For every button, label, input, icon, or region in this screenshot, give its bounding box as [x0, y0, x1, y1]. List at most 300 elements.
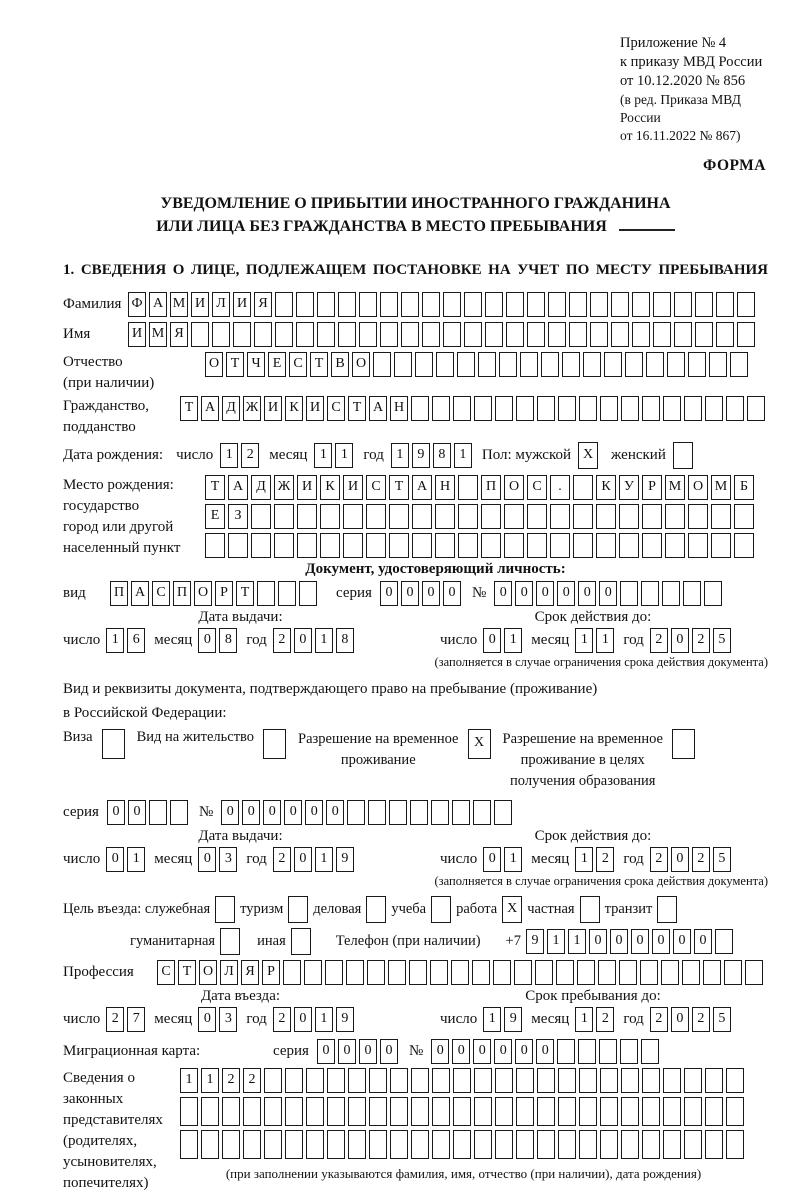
res-seriya-cell[interactable] — [170, 800, 188, 825]
birthplace-cell[interactable] — [320, 504, 340, 529]
name-cell[interactable] — [548, 322, 566, 347]
doc-seriya-cell[interactable]: 0 — [401, 581, 419, 606]
doc-number-cell[interactable] — [641, 581, 659, 606]
citizenship-cell[interactable]: Н — [390, 396, 408, 421]
profession-cell[interactable] — [367, 960, 385, 985]
citizenship-cell[interactable] — [642, 396, 660, 421]
profession-cell[interactable]: Р — [262, 960, 280, 985]
res-seriya-cell[interactable]: 0 — [107, 800, 125, 825]
doc-number-cell[interactable] — [620, 581, 638, 606]
citizenship-cell[interactable] — [579, 396, 597, 421]
legal-cell[interactable] — [579, 1130, 597, 1159]
doc-issue-year-cell[interactable]: 1 — [315, 628, 333, 653]
profession-cell[interactable]: О — [199, 960, 217, 985]
surname-cell[interactable]: М — [170, 292, 188, 317]
birthplace-cell[interactable] — [251, 533, 271, 558]
profession-cell[interactable] — [388, 960, 406, 985]
res-number-cell[interactable] — [368, 800, 386, 825]
birthplace-cell[interactable]: Б — [734, 475, 754, 500]
surname-cell[interactable] — [506, 292, 524, 317]
res-seriya-cell[interactable]: 0 — [128, 800, 146, 825]
birthplace-cell[interactable] — [573, 475, 593, 500]
birthplace-cell[interactable] — [481, 533, 501, 558]
res-seriya-cell[interactable] — [149, 800, 167, 825]
birthplace-cell[interactable] — [343, 504, 363, 529]
legal-cell[interactable] — [264, 1130, 282, 1159]
legal-cell[interactable] — [243, 1130, 261, 1159]
birthplace-cell[interactable] — [550, 504, 570, 529]
visa-box[interactable] — [102, 729, 125, 759]
legal-cell[interactable] — [684, 1097, 702, 1126]
purpose-tourism-box[interactable] — [288, 896, 308, 923]
legal-cell[interactable] — [600, 1130, 618, 1159]
mig-number-cell[interactable]: 0 — [536, 1039, 554, 1064]
name-cell[interactable] — [737, 322, 755, 347]
birthplace-cell[interactable]: Е — [205, 504, 225, 529]
citizenship-cell[interactable] — [516, 396, 534, 421]
stay-year-cell[interactable]: 0 — [671, 1007, 689, 1032]
patronymic-cell[interactable] — [373, 352, 391, 377]
name-cell[interactable] — [359, 322, 377, 347]
surname-cell[interactable] — [359, 292, 377, 317]
birthplace-cell[interactable] — [228, 533, 248, 558]
birthplace-cell[interactable] — [504, 504, 524, 529]
mig-number-cell[interactable]: 0 — [452, 1039, 470, 1064]
birthplace-cell[interactable] — [573, 533, 593, 558]
citizenship-cell[interactable]: И — [264, 396, 282, 421]
purpose-other-box[interactable] — [291, 928, 311, 955]
name-cell[interactable] — [653, 322, 671, 347]
legal-cell[interactable] — [390, 1130, 408, 1159]
legal-cell[interactable] — [327, 1068, 345, 1093]
citizenship-cell[interactable] — [432, 396, 450, 421]
entry-year-cell[interactable]: 2 — [273, 1007, 291, 1032]
doc-type-cell[interactable]: О — [194, 581, 212, 606]
legal-cell[interactable] — [642, 1068, 660, 1093]
legal-cell[interactable] — [642, 1130, 660, 1159]
phone-cell[interactable]: 0 — [673, 929, 691, 954]
entry-month-cell[interactable]: 3 — [219, 1007, 237, 1032]
mig-seriya-cell[interactable]: 0 — [338, 1039, 356, 1064]
purpose-transit-box[interactable] — [657, 896, 677, 923]
doc-type-cell[interactable] — [257, 581, 275, 606]
legal-cell[interactable] — [432, 1068, 450, 1093]
citizenship-cell[interactable] — [495, 396, 513, 421]
temp-residence-box[interactable]: X — [468, 729, 491, 759]
res-valid-year-cell[interactable]: 2 — [692, 847, 710, 872]
surname-cell[interactable] — [464, 292, 482, 317]
surname-cell[interactable] — [275, 292, 293, 317]
birthplace-cell[interactable] — [665, 504, 685, 529]
mig-number-cell[interactable]: 0 — [515, 1039, 533, 1064]
legal-cell[interactable]: 2 — [243, 1068, 261, 1093]
doc-number-cell[interactable] — [704, 581, 722, 606]
birthplace-cell[interactable]: С — [527, 475, 547, 500]
entry-year-cell[interactable]: 0 — [294, 1007, 312, 1032]
name-cell[interactable] — [485, 322, 503, 347]
res-number-cell[interactable]: 0 — [263, 800, 281, 825]
patronymic-cell[interactable] — [583, 352, 601, 377]
birthplace-cell[interactable] — [711, 533, 731, 558]
birthplace-cell[interactable]: А — [228, 475, 248, 500]
purpose-work-box[interactable]: X — [502, 896, 522, 923]
sex-female-box[interactable] — [673, 442, 693, 469]
birthplace-cell[interactable] — [619, 533, 639, 558]
patronymic-cell[interactable]: О — [205, 352, 223, 377]
birthplace-cell[interactable]: А — [412, 475, 432, 500]
profession-cell[interactable] — [346, 960, 364, 985]
entry-year-cell[interactable]: 9 — [336, 1007, 354, 1032]
birthplace-cell[interactable]: И — [343, 475, 363, 500]
name-cell[interactable] — [527, 322, 545, 347]
patronymic-cell[interactable] — [457, 352, 475, 377]
legal-cell[interactable] — [432, 1130, 450, 1159]
res-valid-day-cell[interactable]: 0 — [483, 847, 501, 872]
birth-day-cell[interactable]: 1 — [220, 443, 238, 468]
doc-issue-day-cell[interactable]: 6 — [127, 628, 145, 653]
profession-cell[interactable]: Я — [241, 960, 259, 985]
legal-cell[interactable] — [621, 1130, 639, 1159]
citizenship-cell[interactable] — [747, 396, 765, 421]
res-number-cell[interactable] — [452, 800, 470, 825]
citizenship-cell[interactable]: А — [369, 396, 387, 421]
profession-cell[interactable] — [430, 960, 448, 985]
birthplace-cell[interactable] — [389, 504, 409, 529]
legal-cell[interactable] — [495, 1097, 513, 1126]
citizenship-cell[interactable] — [537, 396, 555, 421]
legal-cell[interactable] — [369, 1130, 387, 1159]
name-cell[interactable] — [506, 322, 524, 347]
citizenship-cell[interactable] — [621, 396, 639, 421]
name-cell[interactable]: Я — [170, 322, 188, 347]
birthplace-cell[interactable]: Н — [435, 475, 455, 500]
doc-type-cell[interactable]: Т — [236, 581, 254, 606]
legal-cell[interactable] — [180, 1130, 198, 1159]
profession-cell[interactable] — [724, 960, 742, 985]
legal-cell[interactable] — [474, 1068, 492, 1093]
citizenship-cell[interactable]: И — [306, 396, 324, 421]
res-number-cell[interactable]: 0 — [284, 800, 302, 825]
citizenship-cell[interactable] — [558, 396, 576, 421]
legal-cell[interactable] — [369, 1097, 387, 1126]
surname-cell[interactable]: Я — [254, 292, 272, 317]
patronymic-cell[interactable] — [604, 352, 622, 377]
legal-cell[interactable] — [495, 1130, 513, 1159]
birthplace-cell[interactable] — [619, 504, 639, 529]
citizenship-cell[interactable] — [684, 396, 702, 421]
birthplace-cell[interactable] — [320, 533, 340, 558]
patronymic-cell[interactable] — [709, 352, 727, 377]
name-cell[interactable]: И — [128, 322, 146, 347]
surname-cell[interactable] — [527, 292, 545, 317]
birthplace-cell[interactable] — [205, 533, 225, 558]
doc-type-cell[interactable]: П — [173, 581, 191, 606]
profession-cell[interactable] — [472, 960, 490, 985]
citizenship-cell[interactable]: К — [285, 396, 303, 421]
phone-cell[interactable]: 0 — [589, 929, 607, 954]
res-number-cell[interactable]: 0 — [326, 800, 344, 825]
legal-cell[interactable] — [264, 1097, 282, 1126]
res-number-cell[interactable]: 0 — [305, 800, 323, 825]
legal-cell[interactable] — [474, 1097, 492, 1126]
doc-valid-year-cell[interactable]: 2 — [692, 628, 710, 653]
legal-cell[interactable]: 1 — [180, 1068, 198, 1093]
phone-cell[interactable]: 9 — [526, 929, 544, 954]
surname-cell[interactable] — [569, 292, 587, 317]
doc-type-cell[interactable] — [278, 581, 296, 606]
patronymic-cell[interactable] — [730, 352, 748, 377]
legal-cell[interactable] — [243, 1097, 261, 1126]
profession-cell[interactable] — [640, 960, 658, 985]
profession-cell[interactable]: Т — [178, 960, 196, 985]
phone-cell[interactable]: 0 — [694, 929, 712, 954]
legal-cell[interactable] — [348, 1130, 366, 1159]
mig-number-cell[interactable] — [599, 1039, 617, 1064]
surname-cell[interactable] — [695, 292, 713, 317]
birth-year-cell[interactable]: 1 — [391, 443, 409, 468]
doc-issue-day-cell[interactable]: 1 — [106, 628, 124, 653]
surname-cell[interactable] — [590, 292, 608, 317]
name-cell[interactable] — [674, 322, 692, 347]
doc-number-cell[interactable] — [683, 581, 701, 606]
profession-cell[interactable] — [745, 960, 763, 985]
patronymic-cell[interactable]: В — [331, 352, 349, 377]
res-number-cell[interactable] — [431, 800, 449, 825]
res-issue-month-cell[interactable]: 3 — [219, 847, 237, 872]
doc-number-cell[interactable] — [662, 581, 680, 606]
birthplace-cell[interactable] — [504, 533, 524, 558]
profession-cell[interactable] — [514, 960, 532, 985]
profession-cell[interactable] — [661, 960, 679, 985]
name-cell[interactable] — [275, 322, 293, 347]
doc-type-cell[interactable] — [299, 581, 317, 606]
birthplace-cell[interactable]: У — [619, 475, 639, 500]
birthplace-cell[interactable] — [527, 533, 547, 558]
phone-cell[interactable]: 0 — [652, 929, 670, 954]
birthplace-cell[interactable] — [458, 504, 478, 529]
legal-cell[interactable] — [558, 1097, 576, 1126]
birthplace-cell[interactable]: Р — [642, 475, 662, 500]
legal-cell[interactable] — [453, 1068, 471, 1093]
stay-year-cell[interactable]: 2 — [650, 1007, 668, 1032]
res-issue-month-cell[interactable]: 0 — [198, 847, 216, 872]
citizenship-cell[interactable] — [726, 396, 744, 421]
patronymic-cell[interactable]: О — [352, 352, 370, 377]
surname-cell[interactable] — [422, 292, 440, 317]
res-number-cell[interactable] — [410, 800, 428, 825]
purpose-study-box[interactable] — [431, 896, 451, 923]
birthplace-cell[interactable] — [412, 533, 432, 558]
name-cell[interactable] — [611, 322, 629, 347]
name-cell[interactable] — [380, 322, 398, 347]
patronymic-cell[interactable]: Ч — [247, 352, 265, 377]
profession-cell[interactable] — [556, 960, 574, 985]
legal-cell[interactable] — [516, 1130, 534, 1159]
surname-cell[interactable] — [653, 292, 671, 317]
purpose-humanitarian-box[interactable] — [220, 928, 240, 955]
doc-seriya-cell[interactable]: 0 — [380, 581, 398, 606]
stay-month-cell[interactable]: 2 — [596, 1007, 614, 1032]
legal-cell[interactable] — [558, 1130, 576, 1159]
profession-cell[interactable] — [493, 960, 511, 985]
citizenship-cell[interactable]: А — [201, 396, 219, 421]
name-cell[interactable] — [569, 322, 587, 347]
patronymic-cell[interactable] — [625, 352, 643, 377]
birthplace-cell[interactable] — [734, 533, 754, 558]
res-number-cell[interactable]: 0 — [242, 800, 260, 825]
sex-male-box[interactable]: X — [578, 442, 598, 469]
patronymic-cell[interactable]: Т — [310, 352, 328, 377]
patronymic-cell[interactable] — [499, 352, 517, 377]
birthplace-cell[interactable]: О — [504, 475, 524, 500]
patronymic-cell[interactable] — [667, 352, 685, 377]
legal-cell[interactable] — [537, 1130, 555, 1159]
entry-month-cell[interactable]: 0 — [198, 1007, 216, 1032]
res-issue-year-cell[interactable]: 9 — [336, 847, 354, 872]
profession-cell[interactable] — [325, 960, 343, 985]
birthplace-cell[interactable] — [642, 504, 662, 529]
residence-permit-box[interactable] — [263, 729, 286, 759]
doc-type-cell[interactable]: С — [152, 581, 170, 606]
phone-cell[interactable]: 1 — [568, 929, 586, 954]
legal-cell[interactable] — [201, 1130, 219, 1159]
legal-cell[interactable] — [726, 1130, 744, 1159]
name-cell[interactable] — [191, 322, 209, 347]
stay-day-cell[interactable]: 9 — [504, 1007, 522, 1032]
name-cell[interactable] — [695, 322, 713, 347]
doc-number-cell[interactable]: 0 — [494, 581, 512, 606]
legal-cell[interactable]: 1 — [201, 1068, 219, 1093]
patronymic-cell[interactable] — [646, 352, 664, 377]
legal-cell[interactable] — [705, 1068, 723, 1093]
name-cell[interactable] — [590, 322, 608, 347]
mig-number-cell[interactable]: 0 — [473, 1039, 491, 1064]
patronymic-cell[interactable]: Т — [226, 352, 244, 377]
name-cell[interactable] — [422, 322, 440, 347]
doc-valid-year-cell[interactable]: 5 — [713, 628, 731, 653]
surname-cell[interactable]: Л — [212, 292, 230, 317]
res-issue-year-cell[interactable]: 0 — [294, 847, 312, 872]
birth-year-cell[interactable]: 1 — [454, 443, 472, 468]
profession-cell[interactable] — [703, 960, 721, 985]
legal-cell[interactable] — [621, 1068, 639, 1093]
birthplace-cell[interactable] — [642, 533, 662, 558]
citizenship-cell[interactable] — [453, 396, 471, 421]
birth-day-cell[interactable]: 2 — [241, 443, 259, 468]
legal-cell[interactable] — [327, 1097, 345, 1126]
res-issue-day-cell[interactable]: 1 — [127, 847, 145, 872]
surname-cell[interactable] — [485, 292, 503, 317]
patronymic-cell[interactable] — [394, 352, 412, 377]
legal-cell[interactable]: 2 — [222, 1068, 240, 1093]
legal-cell[interactable] — [684, 1130, 702, 1159]
birth-year-cell[interactable]: 9 — [412, 443, 430, 468]
surname-cell[interactable] — [317, 292, 335, 317]
birth-month-cell[interactable]: 1 — [314, 443, 332, 468]
phone-cell[interactable]: 0 — [610, 929, 628, 954]
res-valid-day-cell[interactable]: 1 — [504, 847, 522, 872]
citizenship-cell[interactable]: Т — [348, 396, 366, 421]
birthplace-cell[interactable] — [688, 533, 708, 558]
patronymic-cell[interactable] — [478, 352, 496, 377]
phone-cell[interactable]: 0 — [631, 929, 649, 954]
birthplace-cell[interactable] — [527, 504, 547, 529]
mig-number-cell[interactable]: 0 — [494, 1039, 512, 1064]
doc-issue-month-cell[interactable]: 8 — [219, 628, 237, 653]
birthplace-cell[interactable] — [550, 533, 570, 558]
legal-cell[interactable] — [285, 1068, 303, 1093]
profession-cell[interactable] — [451, 960, 469, 985]
legal-cell[interactable] — [579, 1097, 597, 1126]
surname-cell[interactable] — [380, 292, 398, 317]
stay-year-cell[interactable]: 5 — [713, 1007, 731, 1032]
res-valid-month-cell[interactable]: 2 — [596, 847, 614, 872]
surname-cell[interactable] — [338, 292, 356, 317]
res-number-cell[interactable]: 0 — [221, 800, 239, 825]
profession-cell[interactable] — [619, 960, 637, 985]
birthplace-cell[interactable]: К — [320, 475, 340, 500]
birthplace-cell[interactable] — [366, 504, 386, 529]
res-issue-year-cell[interactable]: 2 — [273, 847, 291, 872]
surname-cell[interactable] — [674, 292, 692, 317]
surname-cell[interactable] — [611, 292, 629, 317]
legal-cell[interactable] — [726, 1097, 744, 1126]
purpose-private-box[interactable] — [580, 896, 600, 923]
legal-cell[interactable] — [516, 1097, 534, 1126]
birthplace-cell[interactable] — [366, 533, 386, 558]
legal-cell[interactable] — [642, 1097, 660, 1126]
res-issue-day-cell[interactable]: 0 — [106, 847, 124, 872]
name-cell[interactable] — [464, 322, 482, 347]
legal-cell[interactable] — [201, 1097, 219, 1126]
mig-number-cell[interactable] — [641, 1039, 659, 1064]
surname-cell[interactable] — [632, 292, 650, 317]
patronymic-cell[interactable] — [415, 352, 433, 377]
res-number-cell[interactable] — [347, 800, 365, 825]
citizenship-cell[interactable] — [474, 396, 492, 421]
name-cell[interactable] — [443, 322, 461, 347]
birthplace-cell[interactable] — [274, 504, 294, 529]
doc-issue-year-cell[interactable]: 0 — [294, 628, 312, 653]
doc-issue-year-cell[interactable]: 8 — [336, 628, 354, 653]
doc-valid-month-cell[interactable]: 1 — [575, 628, 593, 653]
surname-cell[interactable] — [716, 292, 734, 317]
legal-cell[interactable] — [495, 1068, 513, 1093]
profession-cell[interactable] — [577, 960, 595, 985]
birthplace-cell[interactable]: . — [550, 475, 570, 500]
stay-month-cell[interactable]: 1 — [575, 1007, 593, 1032]
surname-cell[interactable]: А — [149, 292, 167, 317]
birthplace-cell[interactable] — [734, 504, 754, 529]
legal-cell[interactable] — [474, 1130, 492, 1159]
legal-cell[interactable] — [663, 1130, 681, 1159]
legal-cell[interactable] — [663, 1068, 681, 1093]
birth-month-cell[interactable]: 1 — [335, 443, 353, 468]
birthplace-cell[interactable] — [343, 533, 363, 558]
entry-year-cell[interactable]: 1 — [315, 1007, 333, 1032]
doc-number-cell[interactable]: 0 — [515, 581, 533, 606]
legal-cell[interactable] — [558, 1068, 576, 1093]
doc-number-cell[interactable]: 0 — [578, 581, 596, 606]
res-valid-year-cell[interactable]: 2 — [650, 847, 668, 872]
citizenship-cell[interactable]: Д — [222, 396, 240, 421]
legal-cell[interactable] — [537, 1097, 555, 1126]
phone-cell[interactable]: 1 — [547, 929, 565, 954]
doc-type-cell[interactable]: Р — [215, 581, 233, 606]
birthplace-cell[interactable] — [435, 533, 455, 558]
doc-number-cell[interactable]: 0 — [599, 581, 617, 606]
birthplace-cell[interactable]: П — [481, 475, 501, 500]
